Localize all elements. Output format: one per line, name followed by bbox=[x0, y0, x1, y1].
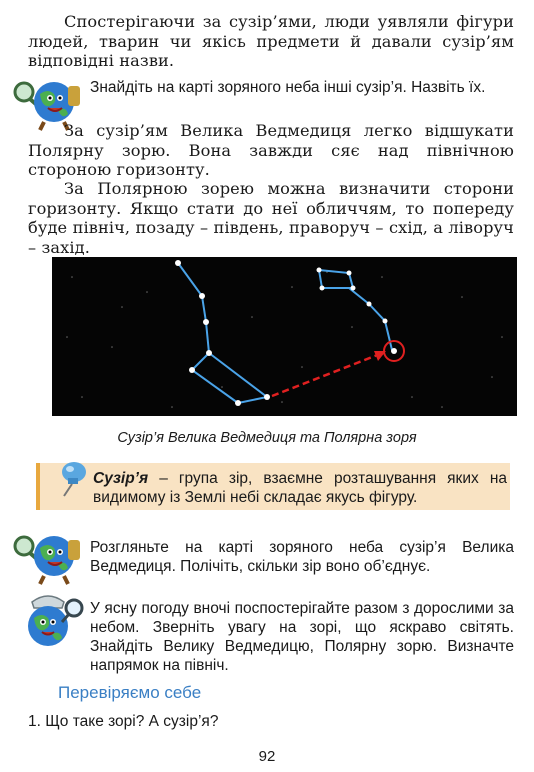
intro-paragraph: Спостерігаючи за сузір’ями, люди уявляли фігури людей, тварин чи якісь предмети й давали сузір’ям відповідні назви. bbox=[28, 12, 514, 70]
definition-text bbox=[93, 469, 507, 507]
globe-telescope-icon bbox=[14, 592, 86, 656]
big-dipper-lines bbox=[178, 263, 392, 403]
pointer-arrow bbox=[272, 354, 380, 396]
night-sky-photo bbox=[52, 257, 517, 416]
question-1: 1. Що таке зорі? А сузір’я? bbox=[28, 713, 219, 730]
polaris-paragraph: За сузір’ям Велика Ведмедиця легко відшукати Полярну зорю. Вона завжди сяє над північною стороною горизонту. bbox=[28, 121, 514, 179]
big-dipper-diagram bbox=[52, 257, 517, 416]
star-points bbox=[175, 260, 397, 406]
task-find-constellations: Знайдіть на карті зоряного неба інші сузір’я. Назвіть їх. bbox=[90, 79, 486, 96]
photo-caption: Сузір’я Велика Ведмедиця та Полярна зоря bbox=[117, 430, 417, 446]
globe-binoculars-icon bbox=[10, 526, 82, 588]
task-observe-sky: У ясну погоду вночі поспостерігайте разом з дорослими за небом. Зверніть увагу на зорі, що яскраво світять. Знайдіть Велику Ведмедицю, Полярну зорю. Визначте напрямок на північ. bbox=[90, 600, 514, 674]
definition-body: – група зір, взаємне розташування яких на видимому із Землі небі складає якусь фігуру. bbox=[93, 470, 507, 506]
horizon-directions-paragraph: За Полярною зорею можна визначити сторони горизонту. Якщо стати до неї обличчям, то попереду буде північ, позаду – південь, праворуч – схід, а ліворуч – захід. bbox=[28, 179, 514, 257]
definition-term: Сузір’я bbox=[93, 470, 149, 487]
task-count-stars: Розгляньте на карті зоряного неба сузір’я Велика Ведмедиця. Полічіть, скільки зір воно об’єднує. bbox=[90, 539, 514, 575]
self-check-heading: Перевіряємо себе bbox=[58, 683, 202, 702]
page-number: 92 bbox=[258, 748, 276, 765]
pushpin-icon bbox=[52, 458, 92, 498]
